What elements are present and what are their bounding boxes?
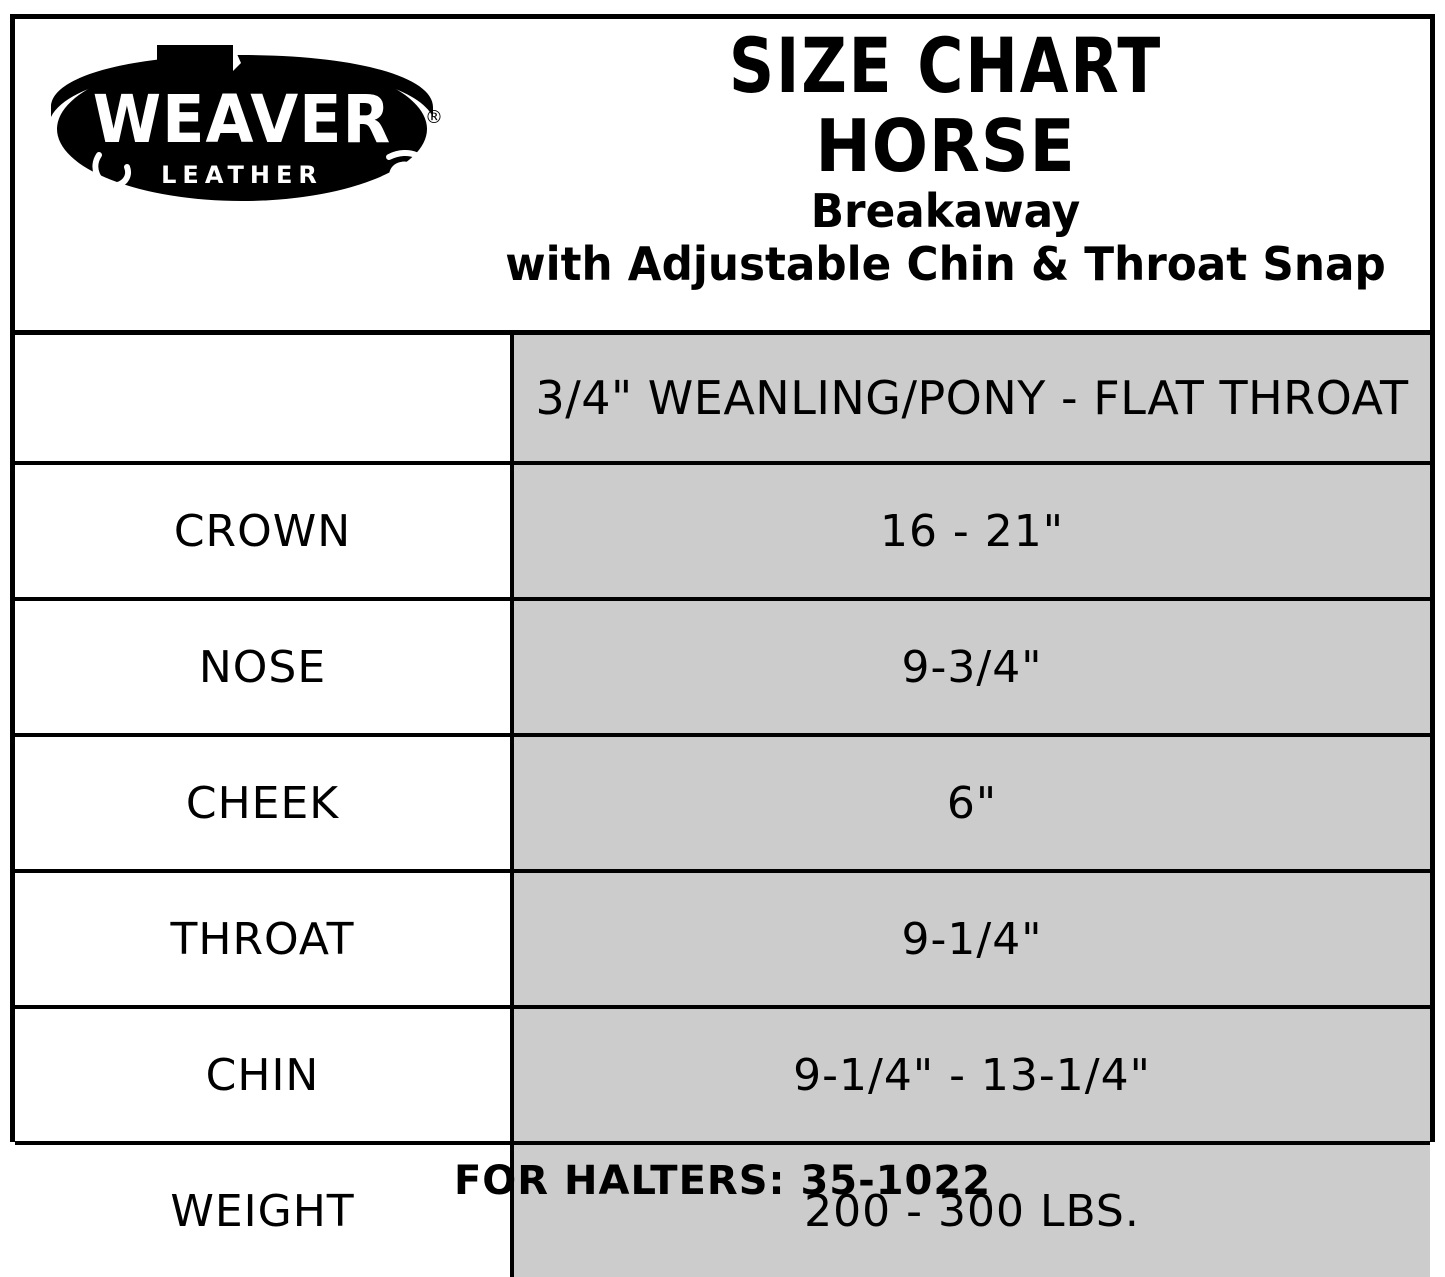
row-label-weight: WEIGHT (15, 1143, 512, 1277)
row-value-chin: 9-1/4" - 13-1/4" (512, 1007, 1430, 1143)
title-adjustable-chin-throat: with Adjustable Chin & Throat Snap (505, 237, 1386, 291)
table-header-row (15, 335, 1430, 463)
table-row (15, 871, 1430, 1007)
table-row (15, 599, 1430, 735)
size-measurement-table (15, 335, 1430, 1277)
table-header-blank-cell (15, 335, 512, 463)
row-value-weight: 200 - 300 LBS. (512, 1143, 1430, 1277)
row-label-nose: NOSE (15, 599, 512, 735)
row-label-crown: CROWN (15, 463, 512, 599)
title-breakaway: Breakaway (810, 184, 1081, 238)
title-horse: HORSE (815, 104, 1076, 188)
table-row (15, 1007, 1430, 1143)
row-value-crown: 16 - 21" (512, 463, 1430, 599)
row-value-cheek: 6" (512, 735, 1430, 871)
chart-titles (475, 21, 1416, 291)
chart-header (15, 19, 1430, 335)
row-label-chin: CHIN (15, 1007, 512, 1143)
svg-text:®: ® (425, 107, 443, 128)
table-row (15, 463, 1430, 599)
table-header-spec-cell: 3/4" WEANLING/PONY - FLAT THROAT (512, 335, 1430, 463)
row-label-cheek: CHEEK (15, 735, 512, 871)
footer-halter-note: FOR HALTERS: 35-1022 (453, 1158, 992, 1204)
row-value-nose: 9-3/4" (512, 599, 1430, 735)
row-value-throat: 9-1/4" (512, 871, 1430, 1007)
svg-text:WEAVER: WEAVER (92, 82, 392, 159)
table-row (15, 735, 1430, 871)
svg-text:LEATHER: LEATHER (161, 161, 323, 189)
weaver-leather-logo (37, 37, 457, 217)
row-label-throat: THROAT (15, 871, 512, 1007)
title-size-chart: SIZE CHART (728, 21, 1163, 110)
